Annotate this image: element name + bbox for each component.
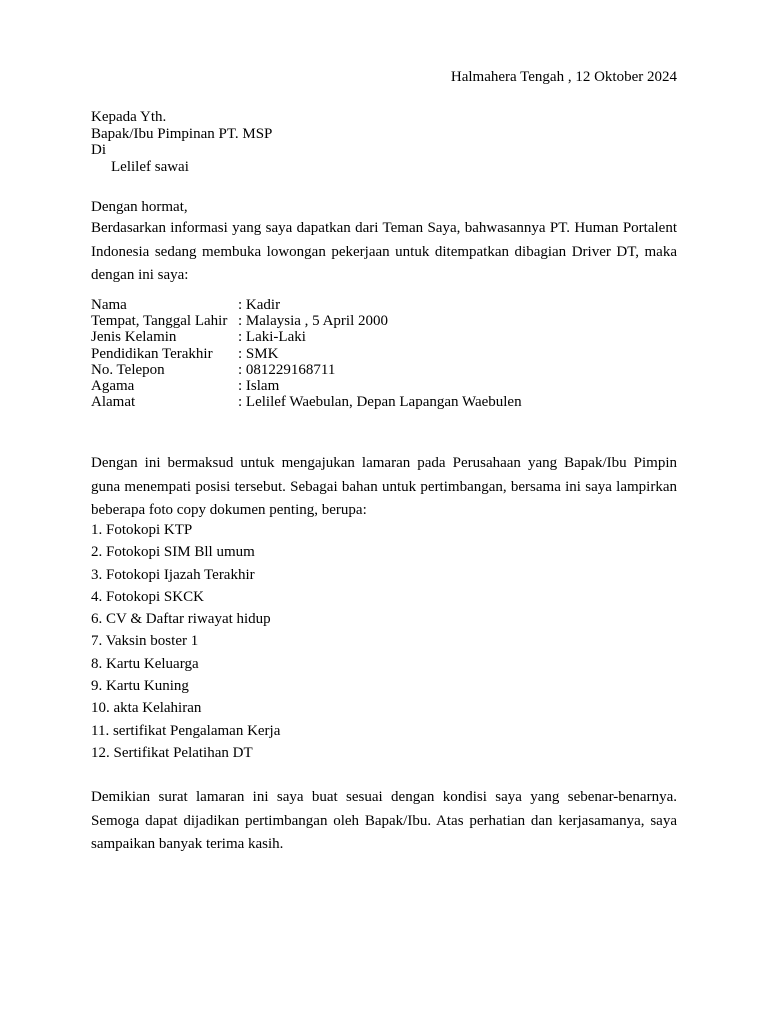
field-value: : SMK bbox=[238, 345, 279, 362]
list-item: 9. Kartu Kuning bbox=[91, 678, 189, 695]
list-item: 12. Sertifikat Pelatihan DT bbox=[91, 744, 253, 761]
field-label: Jenis Kelamin bbox=[91, 329, 177, 346]
field-row bbox=[91, 297, 522, 313]
recipient-line-location: Lelilef sawai bbox=[111, 158, 189, 175]
field-label: Alamat bbox=[91, 394, 136, 411]
list-item: 10. akta Kelahiran bbox=[91, 700, 202, 717]
list-item: 8. Kartu Keluarga bbox=[91, 655, 199, 672]
field-row bbox=[91, 313, 522, 329]
field-value: : Islam bbox=[238, 378, 280, 395]
list-item: 2. Fotokopi SIM Bll umum bbox=[91, 544, 255, 561]
field-value: : Malaysia , 5 April 2000 bbox=[238, 313, 388, 330]
field-value: : Kadir bbox=[238, 297, 281, 313]
intro-paragraph: Berdasarkan informasi yang saya dapatkan dari Teman Saya, bahwasannya PT. Human Portalent Indonesia sedang membuka lowongan pekerjaan untuk ditempatkan dibagian Driver DT, maka dengan ini saya: bbox=[91, 220, 677, 283]
field-value: : 081229168711 bbox=[238, 361, 336, 378]
salutation: Dengan hormat, bbox=[91, 199, 188, 215]
recipient-line-addressee: Bapak/Ibu Pimpinan PT. MSP bbox=[91, 125, 273, 142]
list-item: 3. Fotokopi Ijazah Terakhir bbox=[91, 566, 255, 583]
recipient-line-di: Di bbox=[91, 142, 106, 158]
recipient-block bbox=[91, 109, 272, 175]
closing-paragraph: Demikian surat lamaran ini saya buat sesuai dengan kondisi saya yang sebenar-benarnya. Semoga dapat dijadikan pertimbangan oleh Bapak/Ibu. Atas perhatian dan kerjasamanya, saya sampaikan banyak terima kasih. bbox=[91, 789, 677, 852]
field-row bbox=[91, 394, 522, 410]
field-value: : Lelilef Waebulan, Depan Lapangan Waebulen bbox=[238, 394, 522, 411]
field-label: No. Telepon bbox=[91, 361, 165, 378]
document-list bbox=[91, 519, 280, 764]
applicant-fields bbox=[91, 297, 522, 410]
purpose-paragraph: Dengan ini bermaksud untuk mengajukan lamaran pada Perusahaan yang Bapak/Ibu Pimpin guna menempati posisi tersebut. Sebagai bahan untuk pertimbangan, bersama ini saya lampirkan beberapa foto copy dokumen penting, berupa: bbox=[91, 455, 677, 518]
list-item: 7. Vaksin boster 1 bbox=[91, 633, 199, 650]
field-value: : Laki-Laki bbox=[238, 329, 306, 346]
field-label: Nama bbox=[91, 297, 127, 313]
field-label: Tempat, Tanggal Lahir bbox=[91, 313, 228, 330]
list-item: 4. Fotokopi SKCK bbox=[91, 588, 204, 605]
field-row bbox=[91, 362, 522, 378]
field-row bbox=[91, 378, 522, 394]
recipient-line-greeting: Kepada Yth. bbox=[91, 109, 167, 125]
list-item: 6. CV & Daftar riwayat hidup bbox=[91, 611, 271, 628]
field-label: Agama bbox=[91, 378, 135, 395]
place-date: Halmahera Tengah , 12 Oktober 2024 bbox=[450, 69, 677, 85]
list-item: 11. sertifikat Pengalaman Kerja bbox=[91, 722, 281, 739]
list-item: 1. Fotokopi KTP bbox=[91, 522, 193, 538]
field-row bbox=[91, 346, 522, 362]
field-label: Pendidikan Terakhir bbox=[91, 345, 213, 362]
field-row bbox=[91, 329, 522, 345]
